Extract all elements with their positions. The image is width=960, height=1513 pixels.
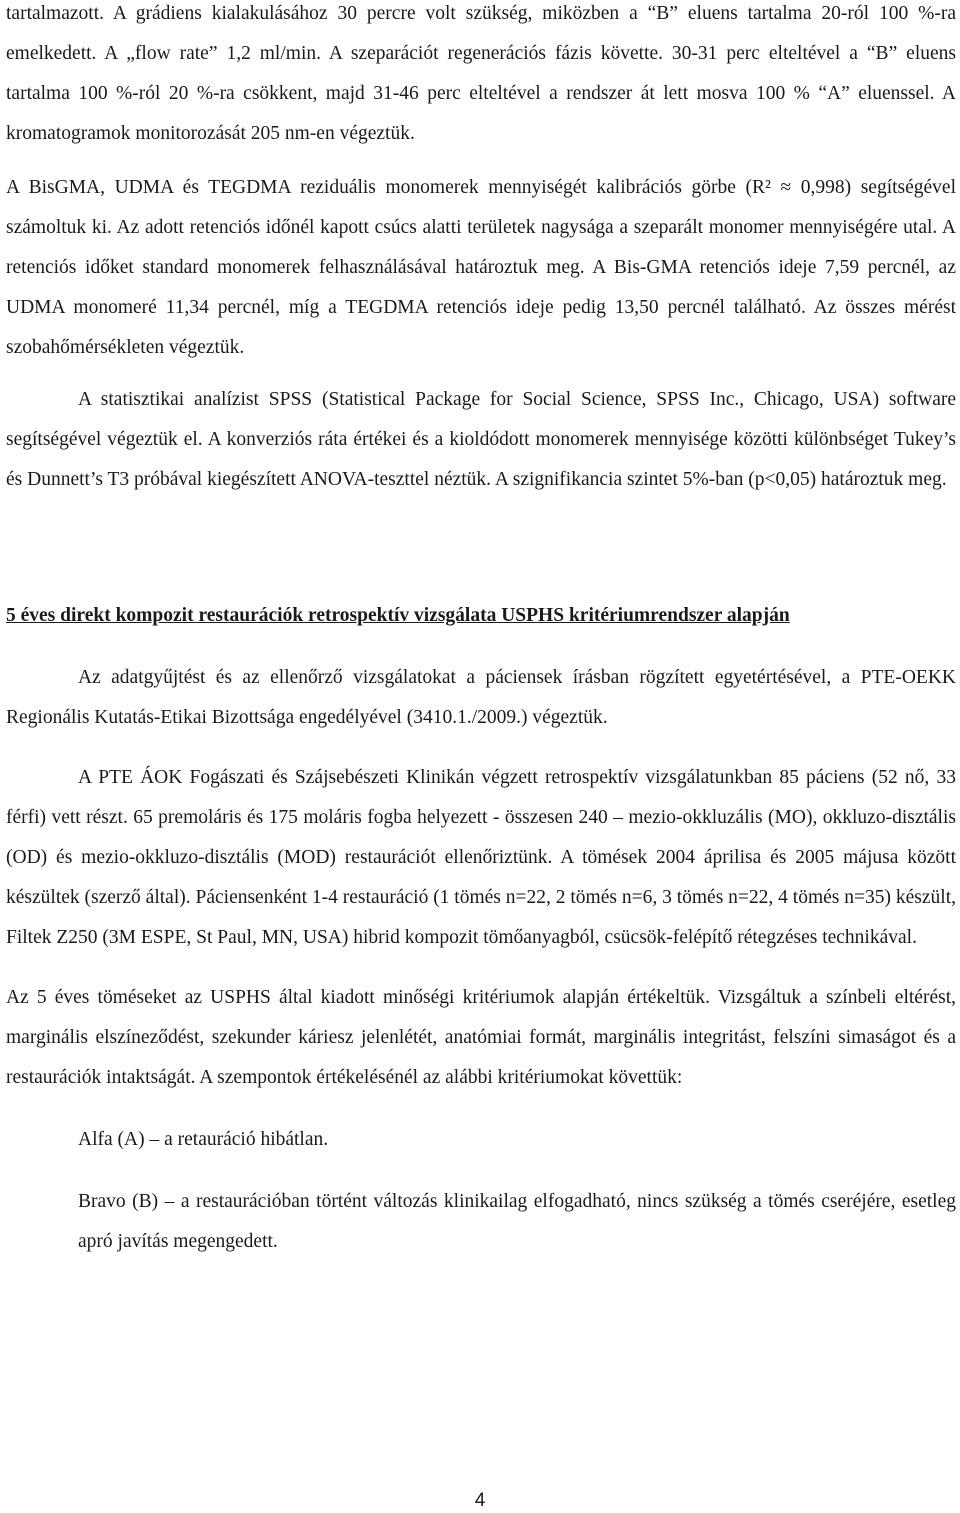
page-number: 4 — [474, 1490, 486, 1511]
criterion-alfa: Alfa (A) – a retauráció hibátlan. — [78, 1129, 329, 1150]
paragraph-consent: Az adatgyűjtést és az ellenőrző vizsgálatokat a páciensek írásban rögzített egyetértésével, a PTE-OEKK Regionális Kutatás-Etikai Bizottsága engedélyével (3410.1./2009.) végeztük. — [6, 667, 956, 728]
paragraph-patients: A PTE ÁOK Fogászati és Szájsebészeti Klinikán végzett retrospektív vizsgálatunkban 85 páciens (52 nő, 33 férfi) vett részt. 65 premoláris és 175 moláris fogba helyezett - összesen 240 – mezio-okkluzális (MO), okkluzo-disztális (OD) és mezio-okkluzo-disztális (MOD) restaurációt ellenőriztünk. A tömések 2004 áprilisa és 2005 májusa között készültek (szerző által). Páciensenként 1-4 restauráció (1 tömés n=22, 2 tömés n=6, 3 tömés n=22, 4 tömés n=35) készült, Filtek Z250 (3M ESPE, St Paul, MN, USA) hibrid kompozit tömőanyagból, csücsök-felépítő rétegzéses technikával. — [6, 767, 956, 948]
paragraph-statistics: A statisztikai analízist SPSS (Statistical Package for Social Science, SPSS Inc., Chicago, USA) software segítségével végeztük el. A konverziós ráta értékei és a kioldódott monomerek mennyisége közötti különbséget Tukey’s és Dunnett’s T3 próbával kiegészített ANOVA-teszttel néztük. A szignifikancia szintet 5%-ban (p<0,05) határoztuk meg. — [6, 389, 956, 490]
paragraph-hplc-method: tartalmazott. A grádiens kialakulásához 30 percre volt szükség, miközben a “B” eluens tartalma 20-ról 100 %-ra emelkedett. A „flow rate” 1,2 ml/min. A szeparációt regenerációs fázis követte. 30-31 perc elteltével a “B” eluens tartalma 100 %-ról 20 %-ra csökkent, majd 31-46 perc elteltével a rendszer át lett mosva 100 % “A” eluenssel. A kromatogramok monitorozását 205 nm-en végeztük. — [6, 3, 956, 144]
document-page — [6, 0, 956, 1262]
paragraph-calibration: A BisGMA, UDMA és TEGDMA reziduális monomerek mennyiségét kalibrációs görbe (R² ≈ 0,998) segítségével számoltuk ki. Az adott retenciós időnél kapott csúcs alatti területek nagysága a szeparált monomer mennyiségére utal. A retenciós időket standard monomerek felhasználásával határoztuk meg. A Bis-GMA retenciós ideje 7,59 percnél, az UDMA monomeré 11,34 percnél, míg a TEGDMA retenciós ideje pedig 13,50 percnél található. Az összes mérést szobahőmérsékleten végeztük. — [6, 177, 956, 358]
section-heading: 5 éves direkt kompozit restaurációk retrospektív vizsgálata USPHS kritériumrendszer alapján — [6, 605, 790, 626]
criterion-bravo: Bravo (B) – a restaurációban történt változás klinikailag elfogadható, nincs szükség a tömés cseréjére, esetleg apró javítás megengedett. — [78, 1191, 956, 1252]
paragraph-usphs-criteria: Az 5 éves töméseket az USPHS által kiadott minőségi kritériumok alapján értékeltük. Vizsgáltuk a színbeli eltérést, marginális elszíneződést, szekunder káriesz jelenlétét, anatómiai formát, marginális integritást, felszíni simaságot és a restaurációk intaktságát. A szempontok értékelésénél az alábbi kritériumokat követtük: — [6, 987, 956, 1088]
